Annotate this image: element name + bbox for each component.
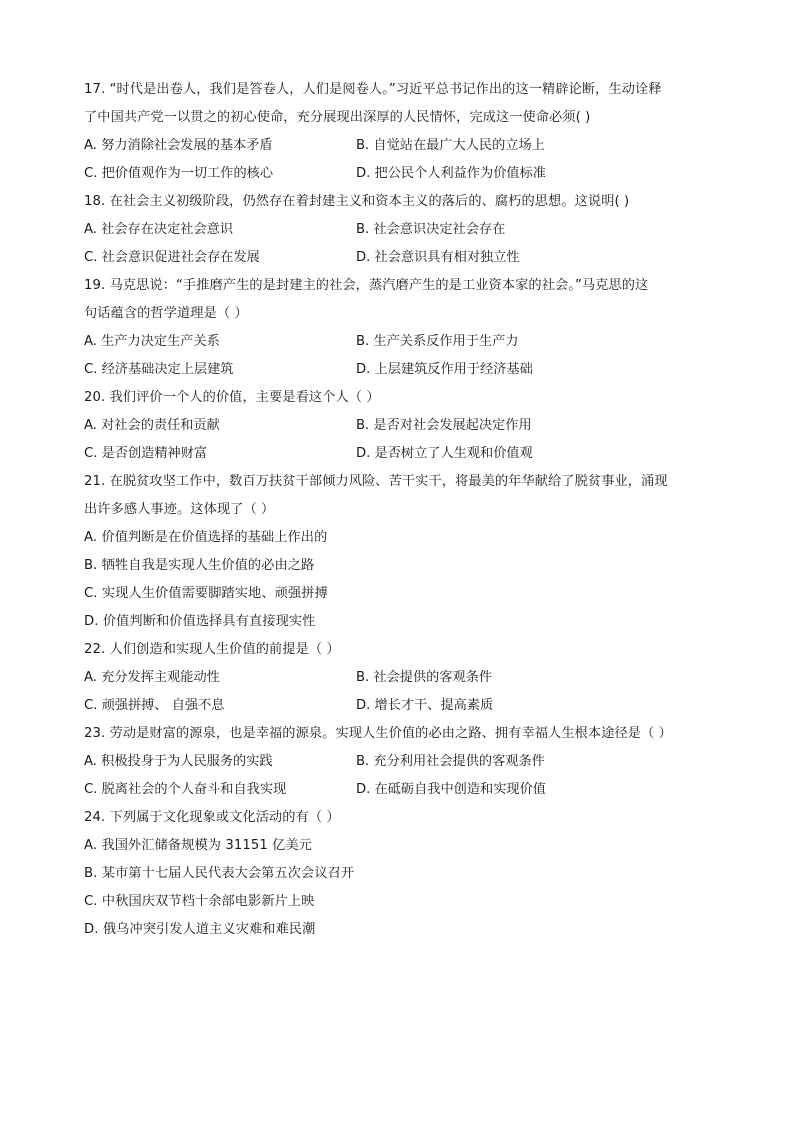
option-b: B. 生产关系反作用于生产力 [356, 334, 519, 349]
option-row [84, 664, 714, 692]
option-a: A. 我国外汇储备规模为 31151 亿美元 [84, 838, 312, 853]
question-22 [84, 636, 714, 720]
question-18 [84, 188, 714, 272]
question-17 [84, 76, 714, 188]
question-stem: 19. 马克思说：“手推磨产生的是封建主的社会，蒸汽磨产生的是工业资本家的社会。”马克思的这 [84, 278, 649, 293]
option-c: C. 是否创造精神财富 [84, 446, 208, 461]
option-c: C. 把价值观作为一切工作的核心 [84, 166, 274, 181]
option-b: B. 社会意识决定社会存在 [356, 222, 506, 237]
option-row [84, 244, 714, 272]
question-21 [84, 468, 714, 636]
option-c: C. 中秋国庆双节档十余部电影新片上映 [84, 894, 315, 909]
option-a: A. 社会存在决定社会意识 [84, 222, 234, 237]
option-d: D. 是否树立了人生观和价值观 [356, 446, 533, 461]
option-c: C. 顽强拼搏、 自强不息 [84, 698, 225, 713]
option-a: A. 积极投身于为人民服务的实践 [84, 754, 273, 769]
question-stem: 17. “时代是出卷人，我们是答卷人，人们是阅卷人。”习近平总书记作出的这一精辟论断，生动诠释 [84, 82, 662, 97]
option-d: D. 在砥砺自我中创造和实现价值 [356, 782, 546, 797]
option-d: D. 上层建筑反作用于经济基础 [356, 362, 533, 377]
option-d: D. 把公民个人利益作为价值标准 [356, 166, 546, 181]
option-b: B. 自觉站在最广大人民的立场上 [356, 138, 545, 153]
question-20 [84, 384, 714, 468]
option-row [84, 440, 714, 468]
question-stem: 24. 下列属于文化现象或文化活动的有（ ） [84, 810, 340, 825]
option-a: A. 努力消除社会发展的基本矛盾 [84, 138, 273, 153]
question-stem: 21. 在脱贫攻坚工作中，数百万扶贫干部倾力风险、苦干实干，将最美的年华献给了脱贫事业，涌现 [84, 474, 668, 489]
option-row [84, 748, 714, 776]
question-23 [84, 720, 714, 804]
option-b: B. 是否对社会发展起决定作用 [356, 418, 532, 433]
question-stem: 句话蕴含的哲学道理是（ ） [84, 306, 248, 321]
option-row [84, 216, 714, 244]
question-stem: 20. 我们评价一个人的价值，主要是看这个人（ ） [84, 390, 380, 405]
option-c: C. 脱离社会的个人奋斗和自我实现 [84, 782, 287, 797]
option-a: A. 价值判断是在价值选择的基础上作出的 [84, 530, 328, 545]
option-d: D. 价值判断和价值选择具有直接现实性 [84, 614, 316, 629]
option-b: B. 充分利用社会提供的客观条件 [356, 754, 545, 769]
option-a: A. 对社会的责任和贡献 [84, 418, 220, 433]
option-a: A. 生产力决定生产关系 [84, 334, 220, 349]
question-24 [84, 804, 714, 944]
option-row [84, 776, 714, 804]
option-c: C. 实现人生价值需要脚踏实地、顽强拼搏 [84, 586, 328, 601]
exam-page [84, 76, 714, 944]
option-d: D. 俄乌冲突引发人道主义灾难和难民潮 [84, 922, 316, 937]
option-row [84, 328, 714, 356]
option-row [84, 692, 714, 720]
question-19 [84, 272, 714, 384]
option-row [84, 356, 714, 384]
question-stem: 出许多感人事迹。这体现了（ ） [84, 502, 275, 517]
question-stem: 18. 在社会主义初级阶段，仍然存在着封建主义和资本主义的落后的、腐朽的思想。这说明( ) [84, 194, 630, 209]
option-b: B. 某市第十七届人民代表大会第五次会议召开 [84, 866, 355, 881]
option-row [84, 132, 714, 160]
option-b: B. 牺牲自我是实现人生价值的必由之路 [84, 558, 315, 573]
option-c: C. 经济基础决定上层建筑 [84, 362, 234, 377]
question-stem: 23. 劳动是财富的源泉，也是幸福的源泉。实现人生价值的必由之路、拥有幸福人生根本途径是（ ） [84, 726, 672, 741]
option-c: C. 社会意识促进社会存在发展 [84, 250, 260, 265]
option-d: D. 社会意识具有相对独立性 [356, 250, 520, 265]
option-a: A. 充分发挥主观能动性 [84, 670, 220, 685]
option-row [84, 412, 714, 440]
option-row [84, 160, 714, 188]
option-b: B. 社会提供的客观条件 [356, 670, 493, 685]
question-stem: 22. 人们创造和实现人生价值的前提是（ ） [84, 642, 340, 657]
question-stem: 了中国共产党一以贯之的初心使命，充分展现出深厚的人民情怀，完成这一使命必须( ) [84, 110, 591, 125]
option-d: D. 增长才干、提高素质 [356, 698, 494, 713]
